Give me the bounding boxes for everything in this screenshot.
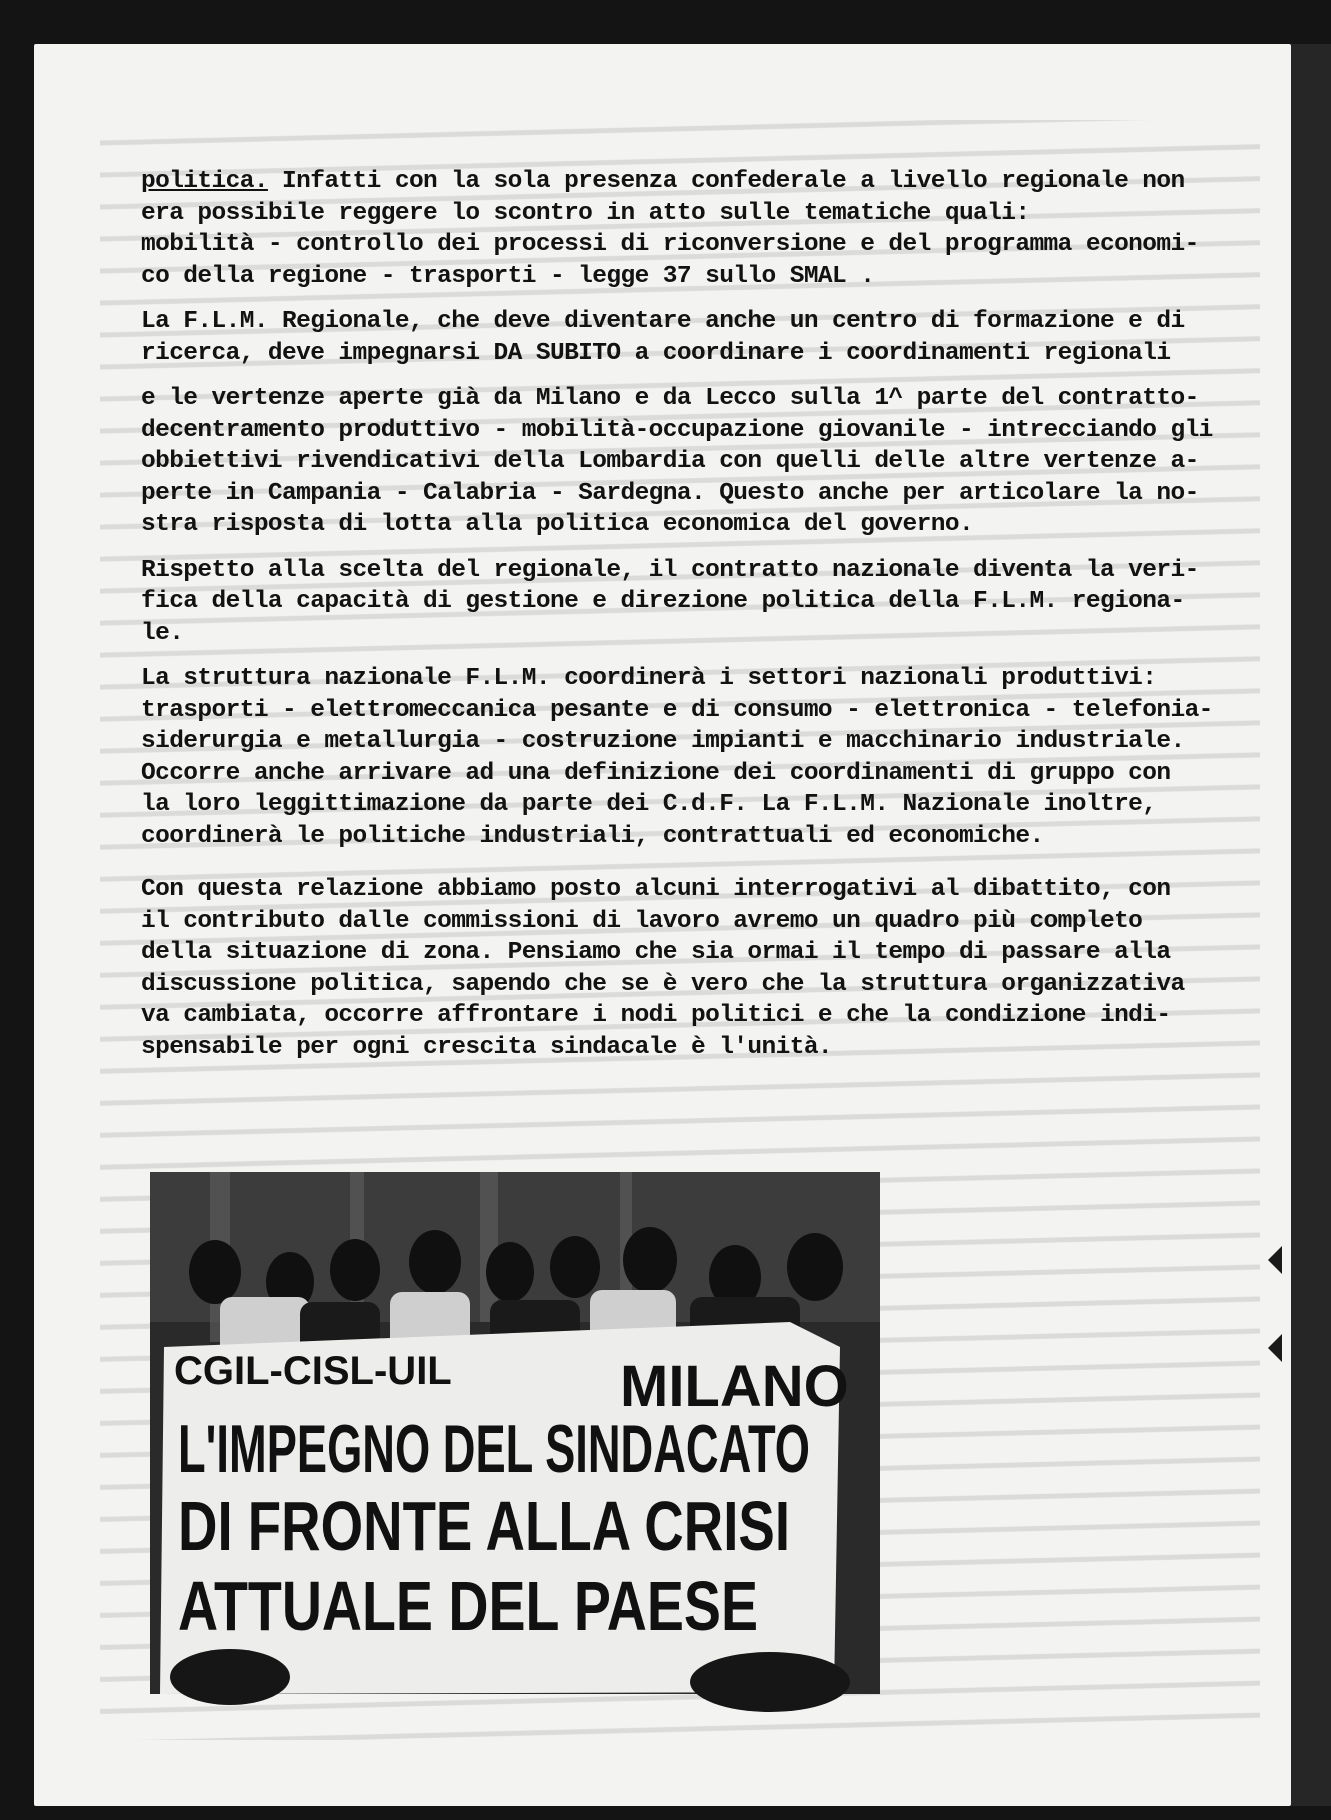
paragraph-1 [141, 166, 1281, 292]
banner-union-names: CGIL-CISL-UIL [174, 1349, 452, 1393]
banner-city: MILANO [620, 1354, 849, 1419]
text-line: mobilità - controllo dei processi di riconversione e del programma economi- [141, 231, 1199, 258]
text-line: obbiettivi rivendicativi della Lombardia con quelli delle altre vertenze a- [141, 448, 1199, 475]
banner-line-3: ATTUALE DEL PAESE [178, 1567, 758, 1645]
text-line: discussione politica, sapendo che se è vero che la struttura organizzativa [141, 970, 1185, 998]
paragraph-2 [141, 306, 1281, 369]
text-line: era possibile reggere lo scontro in atto sulle tematiche quali: [141, 199, 1030, 227]
document-body [141, 166, 1281, 1077]
text-line: ricerca, deve impegnarsi DA SUBITO a coordinare i coordinamenti regionali [141, 339, 1171, 367]
demonstration-photo [150, 1172, 880, 1694]
paragraph-6 [141, 874, 1281, 1063]
text-line: spensabile per ogni crescita sindacale è l'unità. [141, 1033, 833, 1061]
text-line: co della regione - trasporti - legge 37 sullo SMAL . [141, 262, 875, 290]
banner-line-2: DI FRONTE ALLA CRISI [178, 1487, 790, 1565]
text-line: trasporti - elettromeccanica pesante e di consumo - elettronica - telefonia- [141, 696, 1213, 724]
page-edge [1291, 44, 1331, 1806]
text-line: va cambiata, occorre affrontare i nodi politici e che la condizione indi- [141, 1002, 1171, 1029]
text-line: stra risposta di lotta alla politica economica del governo. [141, 511, 974, 538]
text-line: La struttura nazionale F.L.M. coordinerà i settori nazionali produttivi: [141, 665, 1157, 692]
paragraph-3 [141, 383, 1281, 541]
text-line: perte in Campania - Calabria - Sardegna. Questo anche per articolare la no- [141, 479, 1199, 507]
banner-line-1: L'IMPEGNO DEL SINDACATO [178, 1411, 810, 1487]
text-line: siderurgia e metallurgia - costruzione impianti e macchinario industriale. [141, 728, 1185, 755]
text-line: La F.L.M. Regionale, che deve diventare anche un centro di formazione e di [141, 308, 1185, 335]
text-line: decentramento produttivo - mobilità-occupazione giovanile - intrecciando gli [141, 416, 1213, 444]
text-line-rest: Infatti con la sola presenza confederale a livello regionale non [267, 168, 1185, 195]
text-line: il contributo dalle commissioni di lavoro avremo un quadro più completo [141, 907, 1143, 935]
paragraph-5 [141, 663, 1281, 852]
text-line: Con questa relazione abbiamo posto alcuni interrogativi al dibattito, con [141, 876, 1171, 903]
text-line: Rispetto alla scelta del regionale, il contratto nazionale diventa la veri- [141, 556, 1199, 584]
paragraph-4 [141, 555, 1281, 650]
text-line: Occorre anche arrivare ad una definizione dei coordinamenti di gruppo con [141, 759, 1171, 787]
binding-hole-mark [1268, 1246, 1282, 1274]
binding-hole-mark [1268, 1334, 1282, 1362]
text-line: della situazione di zona. Pensiamo che sia ormai il tempo di passare alla [141, 939, 1171, 966]
text-line: fica della capacità di gestione e direzione politica della F.L.M. regiona- [141, 588, 1185, 615]
text-line: le. [141, 619, 184, 647]
text-line [141, 166, 1281, 198]
text-line: coordinerà le politiche industriali, contrattuali ed economiche. [141, 822, 1044, 850]
underlined-word: politica. [141, 168, 268, 195]
text-line: e le vertenze aperte già da Milano e da Lecco sulla 1^ parte del contratto- [141, 385, 1199, 412]
photo-drawing [150, 1172, 880, 1694]
text-line: la loro leggittimazione da parte dei C.d.F. La F.L.M. Nazionale inoltre, [141, 791, 1157, 818]
